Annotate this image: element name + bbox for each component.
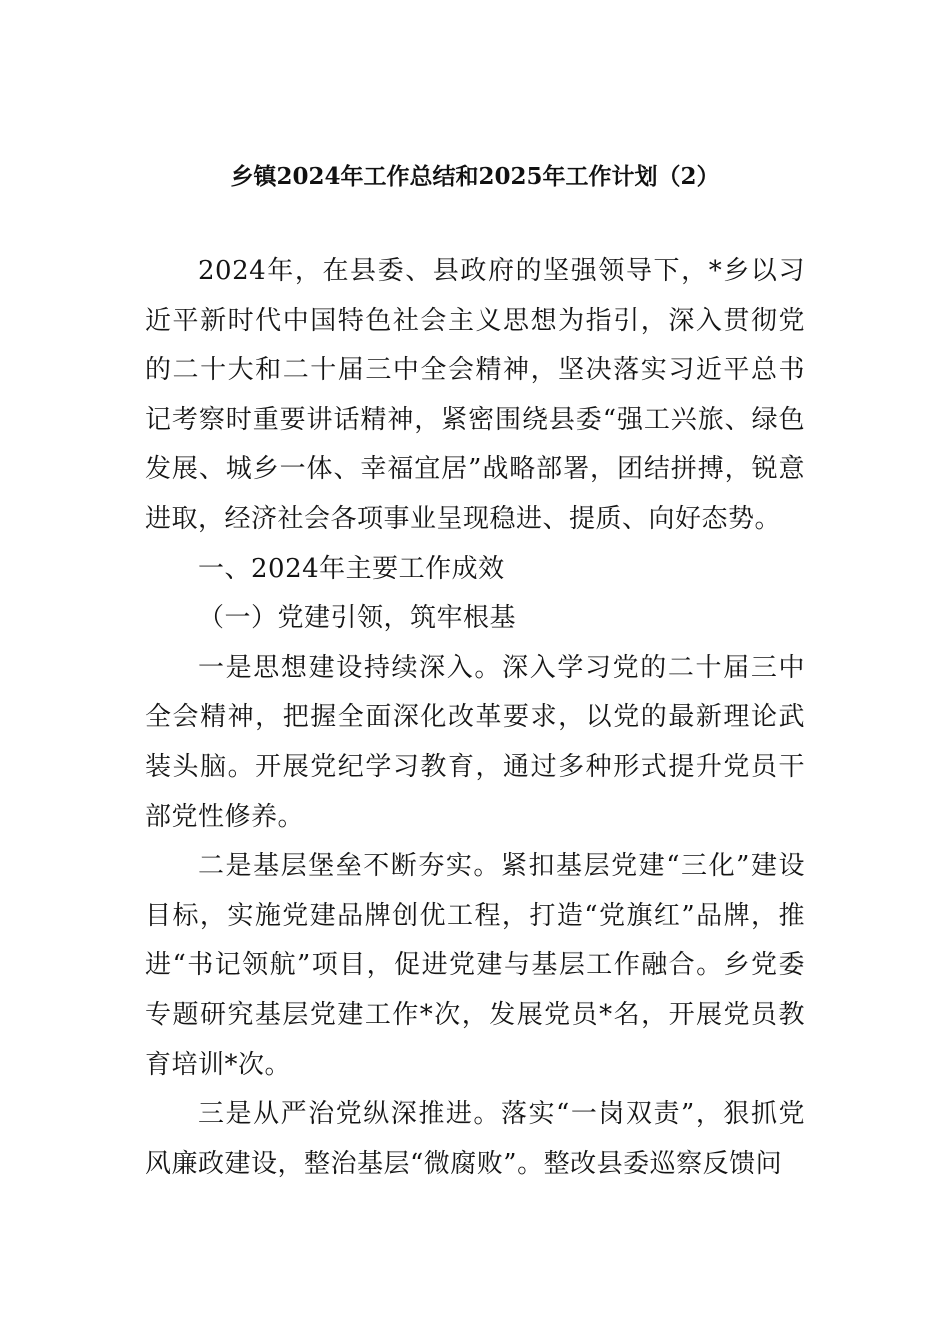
body-paragraph: 三是从严治党纵深推进。落实“一岗双责”，狠抓党风廉政建设，整治基层“微腐败”。整改县委巡察反馈问 — [145, 1099, 805, 1179]
section-heading: 一、2024年主要工作成效 — [198, 553, 505, 584]
intro-paragraph: 2024年，在县委、县政府的坚强领导下，*乡以习近平新时代中国特色社会主义思想为指引，深入贯彻党的二十大和二十届三中全会精神，坚决落实习近平总书记考察时重要讲话精神，紧密围绕县委“强工兴旅、绿色发展、城乡一体、幸福宜居”战略部署，团结拼搏，锐意进取，经济社会各项事业呈现稳进、提质、向好态势。 — [145, 256, 805, 534]
body-paragraph: 一是思想建设持续深入。深入学习党的二十届三中全会精神，把握全面深化改革要求，以党的最新理论武装头脑。开展党纪学习教育，通过多种形式提升党员干部党性修养。 — [145, 652, 805, 832]
document-title: 乡镇2024年工作总结和2025年工作计划（2） — [230, 163, 720, 190]
document-body — [145, 247, 805, 1189]
subsection-heading: （一）党建引领，筑牢根基 — [198, 603, 517, 634]
body-paragraph: 二是基层堡垒不断夯实。紧扣基层党建“三化”建设目标，实施党建品牌创优工程，打造“党旗红”品牌，推进“书记领航”项目，促进党建与基层工作融合。乡党委专题研究基层党建工作*次，发展党员*名，开展党员教育培训*次。 — [145, 851, 805, 1080]
